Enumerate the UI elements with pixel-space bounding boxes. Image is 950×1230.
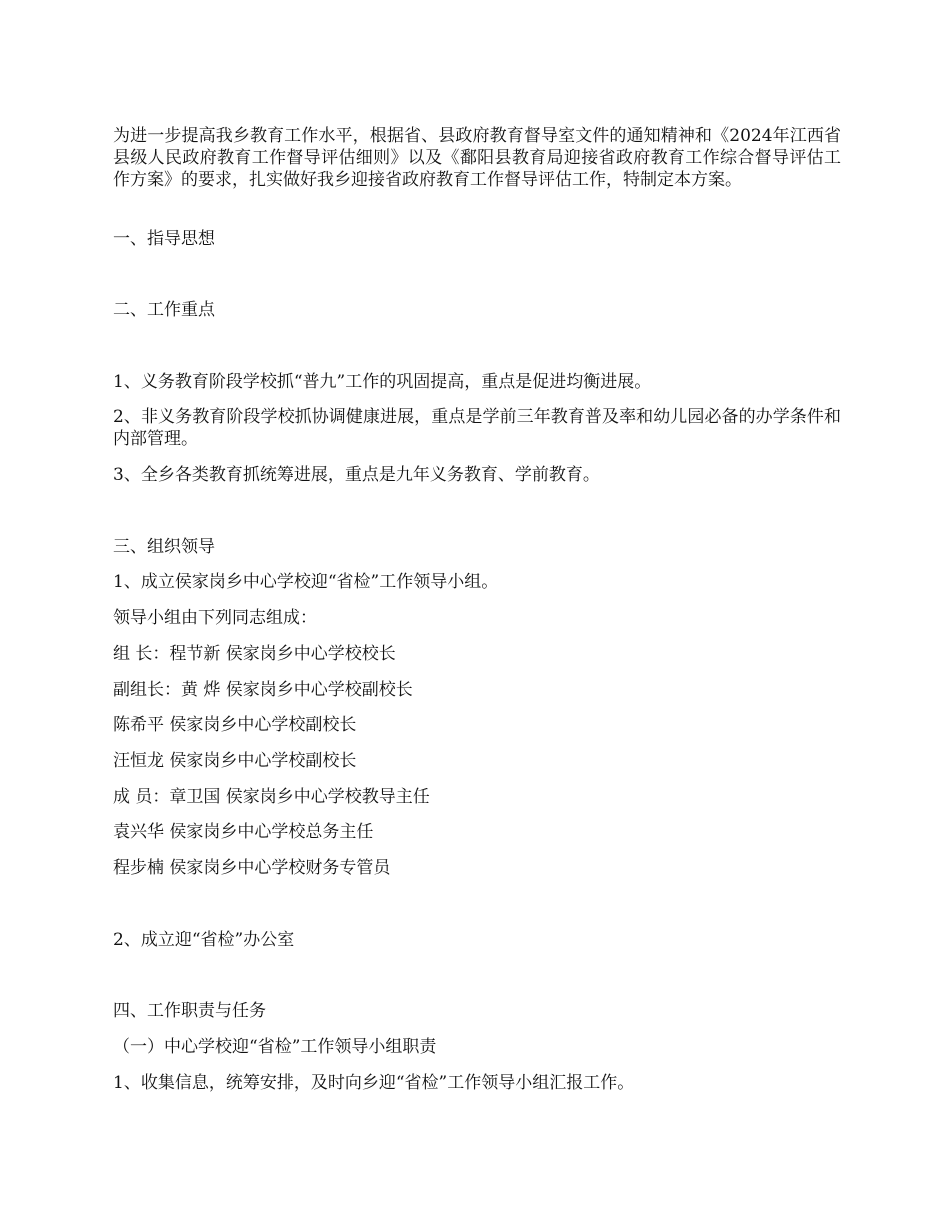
group-member: 汪恒龙 侯家岗乡中心学校副校长 (113, 751, 357, 771)
section-heading-organization: 三、组织领导 (113, 537, 215, 557)
work-focus-item: 1、义务教育阶段学校抓“普九”工作的巩固提高，重点是促进均衡进展。 (113, 372, 652, 392)
group-member: 组 长：程节新 侯家岗乡中心学校校长 (113, 644, 396, 664)
duties-subheading: （一）中心学校迎“省检”工作领导小组职责 (113, 1037, 437, 1057)
intro-paragraph: 为进一步提高我乡教育工作水平，根据省、县政府教育督导室文件的通知精神和《2024年江西省县级人民政府教育工作督导评估细则》以及《鄱阳县教育局迎接省政府教育工作综合督导评估工作方案》的要求，扎实做好我乡迎接省政府教育工作督导评估工作，特制定本方案。 (113, 126, 841, 190)
organization-item: 2、成立迎“省检”办公室 (113, 930, 295, 950)
section-heading-duties: 四、工作职责与任务 (113, 1001, 266, 1021)
duties-item: 1、收集信息，统筹安排，及时向乡迎“省检”工作领导小组汇报工作。 (113, 1073, 635, 1093)
work-focus-item: 3、全乡各类教育抓统筹进展，重点是九年义务教育、学前教育。 (113, 465, 600, 485)
section-heading-guiding-ideology: 一、指导思想 (113, 229, 215, 249)
group-member: 袁兴华 侯家岗乡中心学校总务主任 (113, 822, 374, 842)
group-intro: 领导小组由下列同志组成： (113, 608, 317, 628)
work-focus-item: 2、非义务教育阶段学校抓协调健康进展，重点是学前三年教育普及率和幼儿园必备的办学条件和内部管理。 (113, 407, 841, 449)
group-member: 成 员：章卫国 侯家岗乡中心学校教导主任 (113, 787, 430, 807)
group-member: 陈希平 侯家岗乡中心学校副校长 (113, 715, 357, 735)
section-heading-work-focus: 二、工作重点 (113, 300, 215, 320)
group-member: 副组长：黄 烨 侯家岗乡中心学校副校长 (113, 680, 413, 700)
organization-item: 1、成立侯家岗乡中心学校迎“省检”工作领导小组。 (113, 572, 499, 592)
group-member: 程步楠 侯家岗乡中心学校财务专管员 (113, 858, 391, 878)
